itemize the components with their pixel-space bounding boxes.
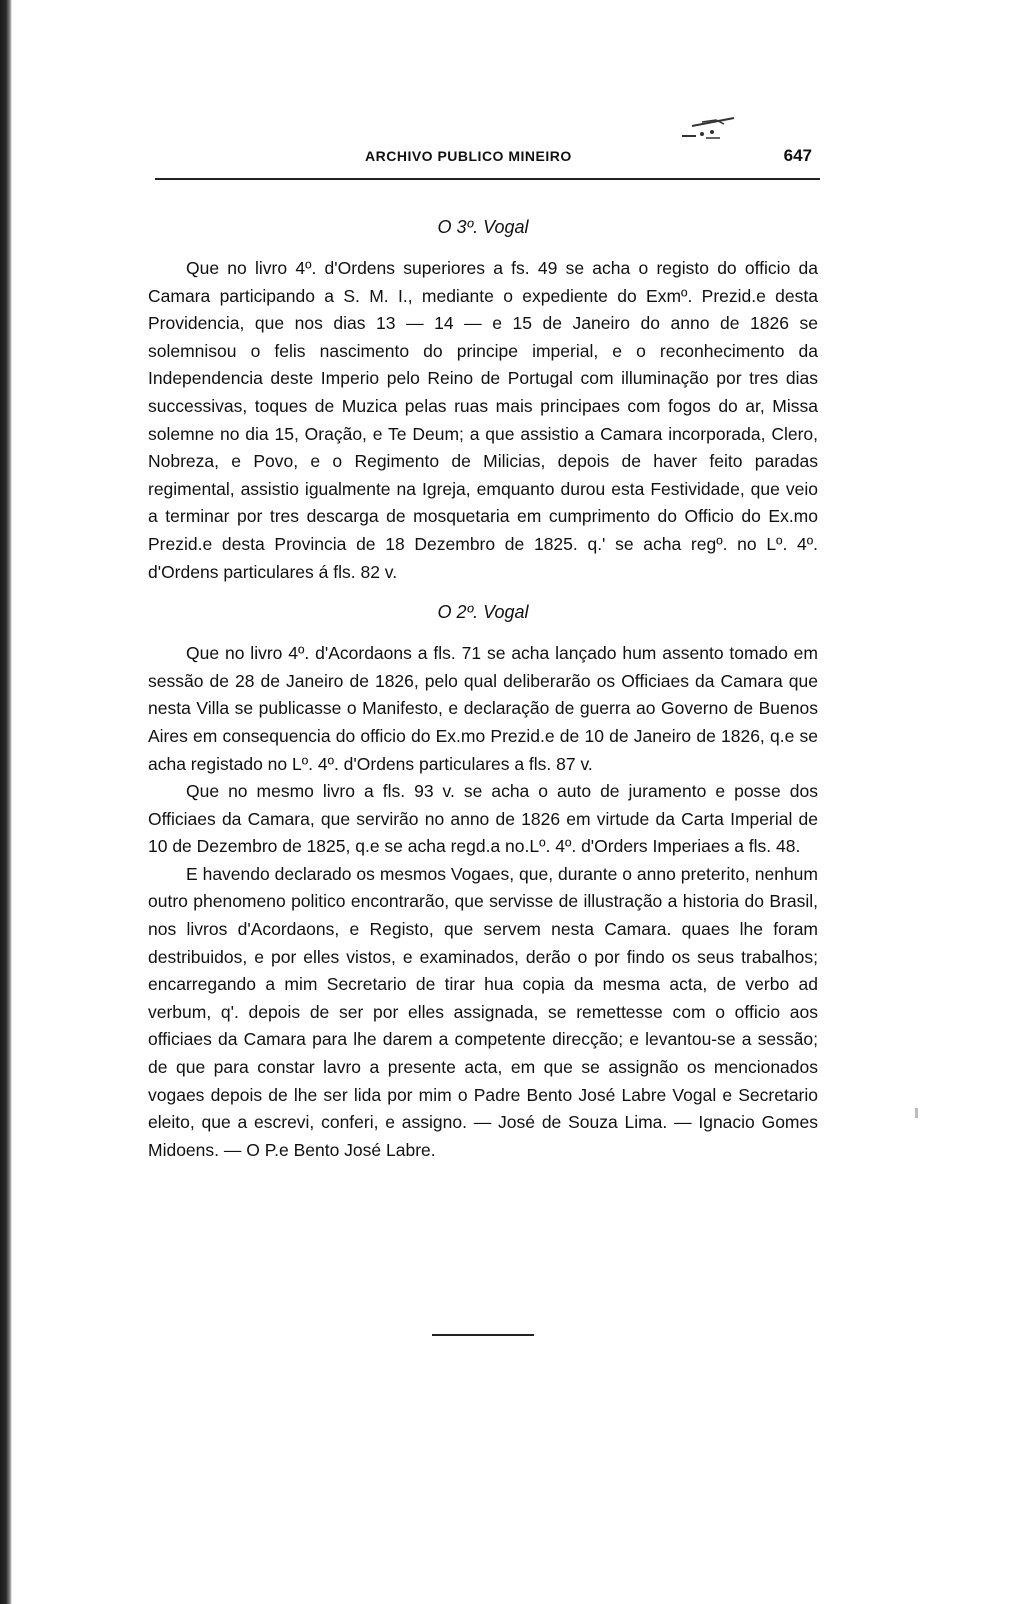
paragraph: Que no livro 4º. d'Ordens superiores a fs. 49 se acha o registo do officio da Camara participando a S. M. I., mediante o expediente do Exmº. Prezid.e desta Providencia, que nos dias 13 — 14 — e 15 de Janeiro do anno de 1826 se solemnisou o felis nascimento do principe imperial, e o reconhecimento da Independencia deste Imperio pelo Reino de Portugal com illuminação por tres dias successivas, toques de Muzica pelas ruas mais principaes com fogos do ar, Missa solemne no dia 15, Oração, e Te Deum; a que assistio a Camara incorporada, Clero, Nobreza, e Povo, e o Regimento de Milicias, depois de haver feito paradas regimental, assistio igualmente na Igreja, emquanto durou esta Festividade, que veio a terminar por tres descarga de mosquetaria em cumprimento do Officio do Ex.mo Prezid.e desta Provincia de 18 Dezembro de 1825. q.' se acha regº. no Lº. 4º. d'Ordens particulares á fls. 82 v. [148, 258, 818, 582]
paragraph: Que no mesmo livro a fls. 93 v. se acha o auto de juramento e posse dos Officiaes da Camara, que servirão no anno de 1826 em virtude da Carta Imperial de 10 de Dezembro de 1825, q.e se acha regd.a no.Lº. 4º. d'Orders Imperiaes a fls. 48. [148, 781, 818, 857]
paragraph: E havendo declarado os mesmos Vogaes, que, durante o anno preterito, nenhum outro phenomeno politico encontrarão, que servisse de illustração a historia do Brasil, nos livros d'Acordaons, e Registo, que servem nesta Camara. quaes lhe foram destribuidos, e por elles vistos, e examinados, derão o por findo os seus trabalhos; encarregando a mim Secretario de tirar hua copia da mesma acta, de verbo ad verbum, q'. depois de ser por elles assignada, se remettesse com o officio aos officiaes da Camara para lhe darem a competente direcção; e levantou-se a sessão; de que para constar lavro a presente acta, em que se assignão os mencionados vogaes depois de lhe ser lida por mim o Padre Bento José Labre Vogal e Secretario eleito, que a escrevi, conferi, e assigno. — José de Souza Lima. — Ignacio Gomes Midoens. — O P.e Bento José Labre. [148, 863, 818, 1160]
library-stamp-mark [672, 112, 742, 146]
closing-rule [432, 1334, 534, 1336]
scan-speck [915, 1108, 918, 1118]
header-rule [155, 178, 820, 180]
section-heading-3rd-vogal: O 3º. Vogal [437, 217, 529, 237]
page-number: 647 [783, 146, 812, 165]
paragraph: Que no livro 4º. d'Acordaons a fls. 71 se acha lançado hum assento tomado em sessão de 28 de Janeiro de 1826, pelo qual deliberarão os Officiaes da Camara que nesta Villa se publicasse o Manifesto, e declaração de guerra ao Governo de Buenos Aires em consequencia do officio do Ex.mo Prezid.e de 10 de Janeiro de 1826, q.e se acha registado no Lº. 4º. d'Ordens particulares a fls. 87 v. [148, 643, 818, 774]
running-title: ARCHIVO PUBLICO MINEIRO [365, 148, 572, 164]
document-body [148, 215, 818, 1164]
section-heading-2nd-vogal: O 2º. Vogal [437, 602, 529, 623]
page-header [155, 148, 820, 178]
page-binding-shadow [0, 0, 12, 1604]
